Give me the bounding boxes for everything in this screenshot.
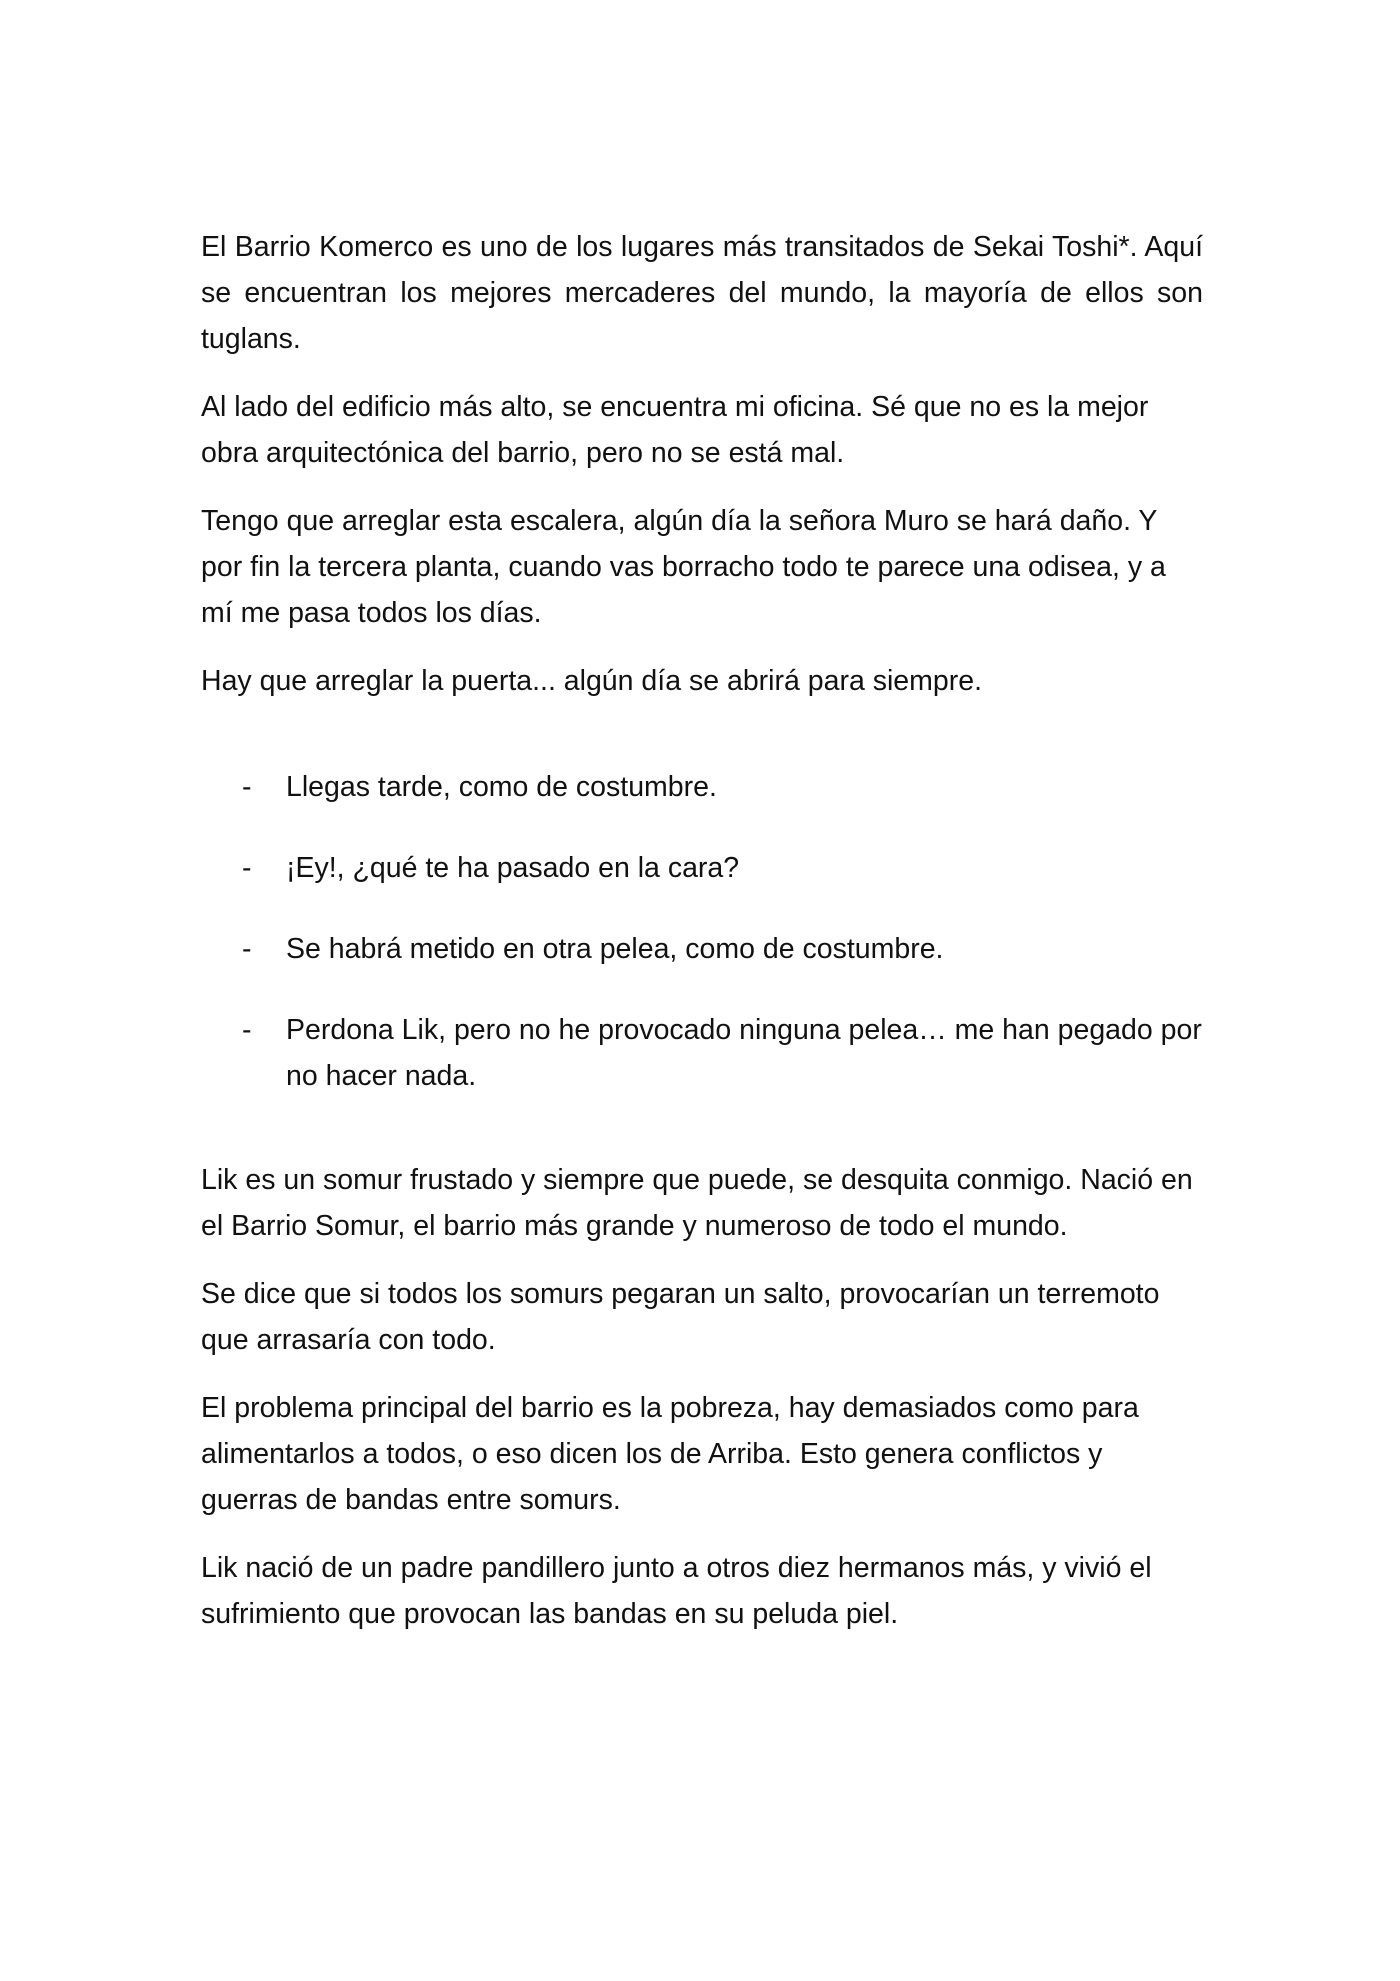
dialogue-text: ¡Ey!, ¿qué te ha pasado en la cara? (286, 852, 740, 884)
dialogue-dash: - (242, 933, 252, 965)
dialogue-line (201, 845, 1203, 891)
dialogue-dash: - (242, 1014, 252, 1046)
paragraph-oficina: Al lado del edificio más alto, se encuentra mi oficina. Sé que no es la mejor obra arquitectónica del barrio, pero no se está mal. (201, 391, 1149, 469)
paragraph-puerta: Hay que arreglar la puerta... algún día se abrirá para siempre. (201, 665, 983, 697)
dialogue-line (201, 764, 1203, 810)
paragraph-pobreza: El problema principal del barrio es la pobreza, hay demasiados como para alimentarlos a todos, o eso dicen los de Arriba. Esto genera conflictos y guerras de bandas entre somurs. (201, 1392, 1139, 1516)
dialogue-line (201, 1007, 1203, 1099)
dialogue-line (201, 926, 1203, 972)
paragraph-lik-padre: Lik nació de un padre pandillero junto a otros diez hermanos más, y vivió el sufrimiento que provocan las bandas en su peluda piel. (201, 1552, 1152, 1630)
paragraph-barrio-komerco: El Barrio Komerco es uno de los lugares más transitados de Sekai Toshi*. Aquí se encuentran los mejores mercaderes del mundo, la mayoría de ellos son tuglans. (201, 231, 1203, 355)
paragraph-escalera: Tengo que arreglar esta escalera, algún día la señora Muro se hará daño. Y por fin la tercera planta, cuando vas borracho todo te parece una odisea, y a mí me pasa todos los días. (201, 505, 1166, 629)
dialogue-list (201, 764, 1203, 1099)
document-body (201, 224, 1203, 1659)
paragraph-lik-somur: Lik es un somur frustado y siempre que puede, se desquita conmigo. Nació en el Barrio Somur, el barrio más grande y numeroso de todo el mundo. (201, 1164, 1193, 1242)
dialogue-text: Perdona Lik, pero no he provocado ninguna pelea… me han pegado por no hacer nada. (286, 1014, 1202, 1092)
paragraph-terremoto: Se dice que si todos los somurs pegaran un salto, provocarían un terremoto que arrasaría con todo. (201, 1278, 1160, 1356)
dialogue-text: Se habrá metido en otra pelea, como de costumbre. (286, 933, 944, 965)
dialogue-dash: - (242, 771, 252, 803)
dialogue-section (201, 764, 1203, 1099)
dialogue-dash: - (242, 852, 252, 884)
dialogue-text: Llegas tarde, como de costumbre. (286, 771, 717, 803)
